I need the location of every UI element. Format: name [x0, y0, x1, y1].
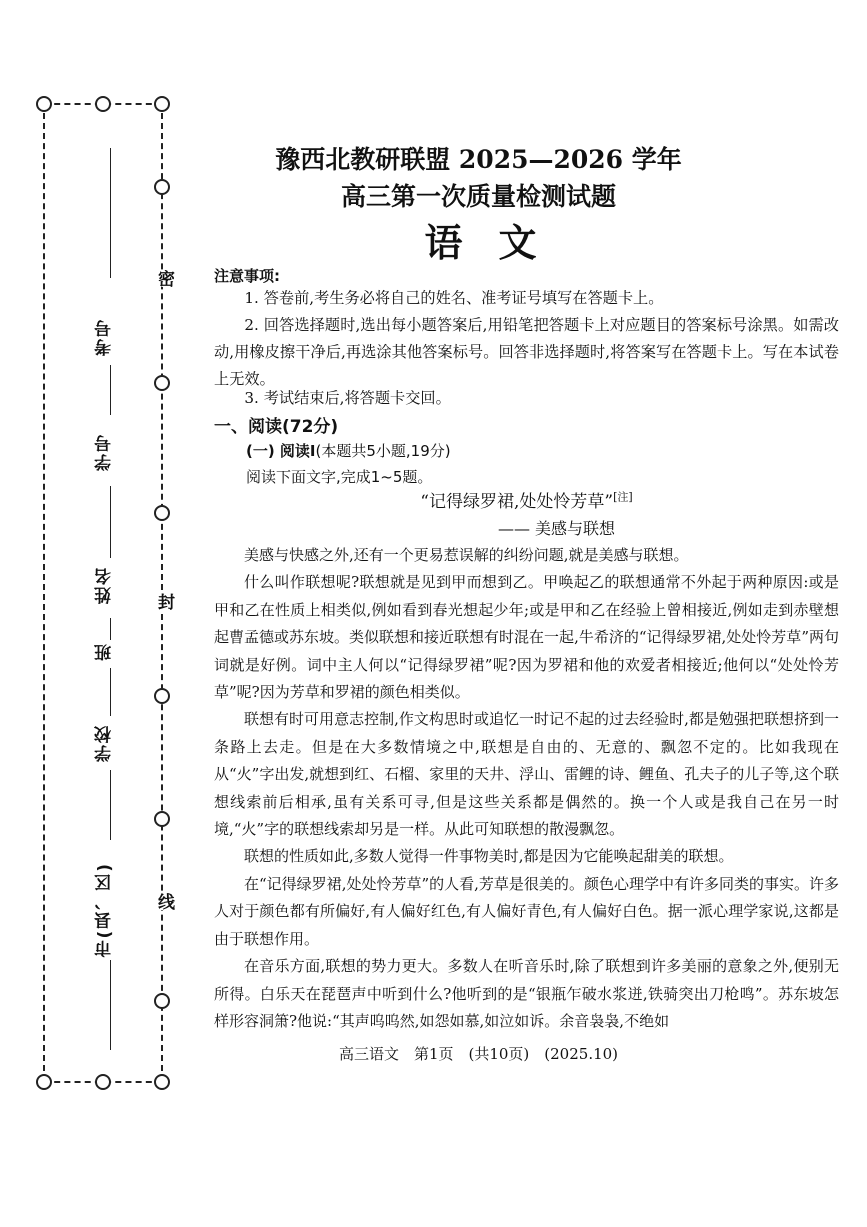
page-footer: 高三语文 第1页 (共10页) (2025.10) — [338, 1045, 619, 1063]
binding-ring — [154, 688, 170, 704]
label-name: 姓名 — [95, 566, 115, 604]
subsection-title — [246, 440, 451, 461]
binding-ring — [154, 505, 170, 521]
seal-mark: 密 — [152, 270, 177, 287]
line-mark: 线 — [152, 893, 177, 910]
binding-ring — [154, 96, 170, 112]
instruction: 阅读下面文字,完成1~5题。 — [246, 468, 433, 486]
binding-ring — [154, 1074, 170, 1090]
fill-line-student-no — [110, 365, 111, 415]
binding-ring — [154, 993, 170, 1009]
binding-ring — [154, 375, 170, 391]
subject-title: 语文 — [424, 220, 573, 265]
section-title: 一、阅读(72分) — [214, 417, 339, 437]
fill-line-name — [110, 486, 111, 558]
label-class: 班 — [95, 642, 115, 661]
binding-ring — [36, 96, 52, 112]
fill-line-school — [110, 668, 111, 716]
binding-ring — [36, 1074, 52, 1090]
article-note-mark: [注] — [613, 490, 633, 504]
exam-union-title: 豫西北教研联盟 2025—2026 学年 — [275, 145, 682, 174]
binding-ring — [95, 1074, 111, 1090]
binding-ring — [154, 811, 170, 827]
fill-line-class — [110, 618, 111, 640]
article-subtitle: —— 美感与联想 — [497, 519, 616, 538]
article-title — [214, 487, 839, 512]
article-paragraph: 在“记得绿罗裙,处处怜芳草”的人看,芳草是很美的。颜色心理学中有许多同类的事实。许多人对于颜色都有所偏好,有人偏好红色,有人偏好青色,有人偏好白色。据一派心理学家说,这都是由于联想作用。 — [214, 874, 839, 948]
article-title-text: “记得绿罗裙,处处怜芳草” — [420, 492, 614, 512]
notice-heading: 注意事项: — [214, 267, 280, 285]
article-paragraph: 在音乐方面,联想的势力更大。多数人在听音乐时,除了联想到许多美丽的意象之外,便别无所得。白乐天在琵琶声中听到什么?他听到的是“银瓶乍破水浆迸,铁骑突出刀枪鸣”。苏东坡怎样形容洞箫?他说:“其声呜呜然,如怨如慕,如泣如诉。余音袅袅,不绝如 — [214, 957, 839, 1030]
fill-line-city — [110, 770, 111, 840]
label-school: 学校 — [95, 724, 115, 762]
label-student-number: 学号 — [95, 433, 115, 471]
seal-mark: 封 — [152, 593, 177, 610]
fill-line-city-bottom — [110, 960, 111, 1050]
label-city-county: 市(县、区) — [95, 862, 115, 958]
notice-item: 3. 考试结束后,将答题卡交回。 — [244, 389, 451, 407]
binding-ring — [95, 96, 111, 112]
subsection-detail: (本题共5小题,19分) — [315, 442, 451, 460]
label-exam-number: 考号 — [95, 318, 115, 356]
article-body — [214, 542, 839, 1035]
exam-title: 高三第一次质量检测试题 — [340, 182, 616, 211]
article-paragraph: 什么叫作联想呢?联想就是见到甲而想到乙。甲唤起乙的联想通常不外起于两种原因:或是甲和乙在性质上相类似,例如看到春光想起少年;或是甲和乙在经验上曾相接近,例如走到赤壁想起曹孟德或苏东坡。类似联想和接近联想有时混在一起,牛希济的“记得绿罗裙,处处怜芳草”两句词就是好例。词中主人何以“记得绿罗裙”呢?因为罗裙和他的欢爱者相接近;他何以“处处怜芳草”呢?因为芳草和罗裙的颜色相类似。 — [214, 573, 839, 702]
article-paragraph: 联想的性质如此,多数人觉得一件事物美时,都是因为它能唤起甜美的联想。 — [244, 847, 734, 866]
article-paragraph: 美感与快感之外,还有一个更易惹误解的纠纷问题,就是美感与联想。 — [244, 546, 689, 564]
notice-item: 1. 答卷前,考生务必将自己的姓名、准考证号填写在答题卡上。 — [244, 289, 664, 307]
notice-item: 2. 回答选择题时,选出每小题答案后,用铅笔把答题卡上对应题目的答案标号涂黑。如需改动,用橡皮擦干净后,再选涂其他答案标号。回答非选择题时,将答案写在答题卡上。写在本试卷上无效。 — [214, 316, 839, 388]
subsection-label: (一) 阅读Ⅰ — [246, 442, 316, 460]
article-paragraph: 联想有时可用意志控制,作文构思时或追忆一时记不起的过去经验时,都是勉强把联想挤到一条路上去走。但是在大多数情境之中,联想是自由的、无意的、飘忽不定的。比如我现在从“火”字出发,就想到红、石榴、家里的天井、浮山、雷鲤的诗、鲤鱼、孔夫子的儿子等,这个联想线索前后相承,虽有关系可寻,但是这些关系都是偶然的。换一个人或是我自己在另一时境,“火”字的联想线索却另是一样。从此可知联想的散漫飘忽。 — [214, 710, 839, 839]
